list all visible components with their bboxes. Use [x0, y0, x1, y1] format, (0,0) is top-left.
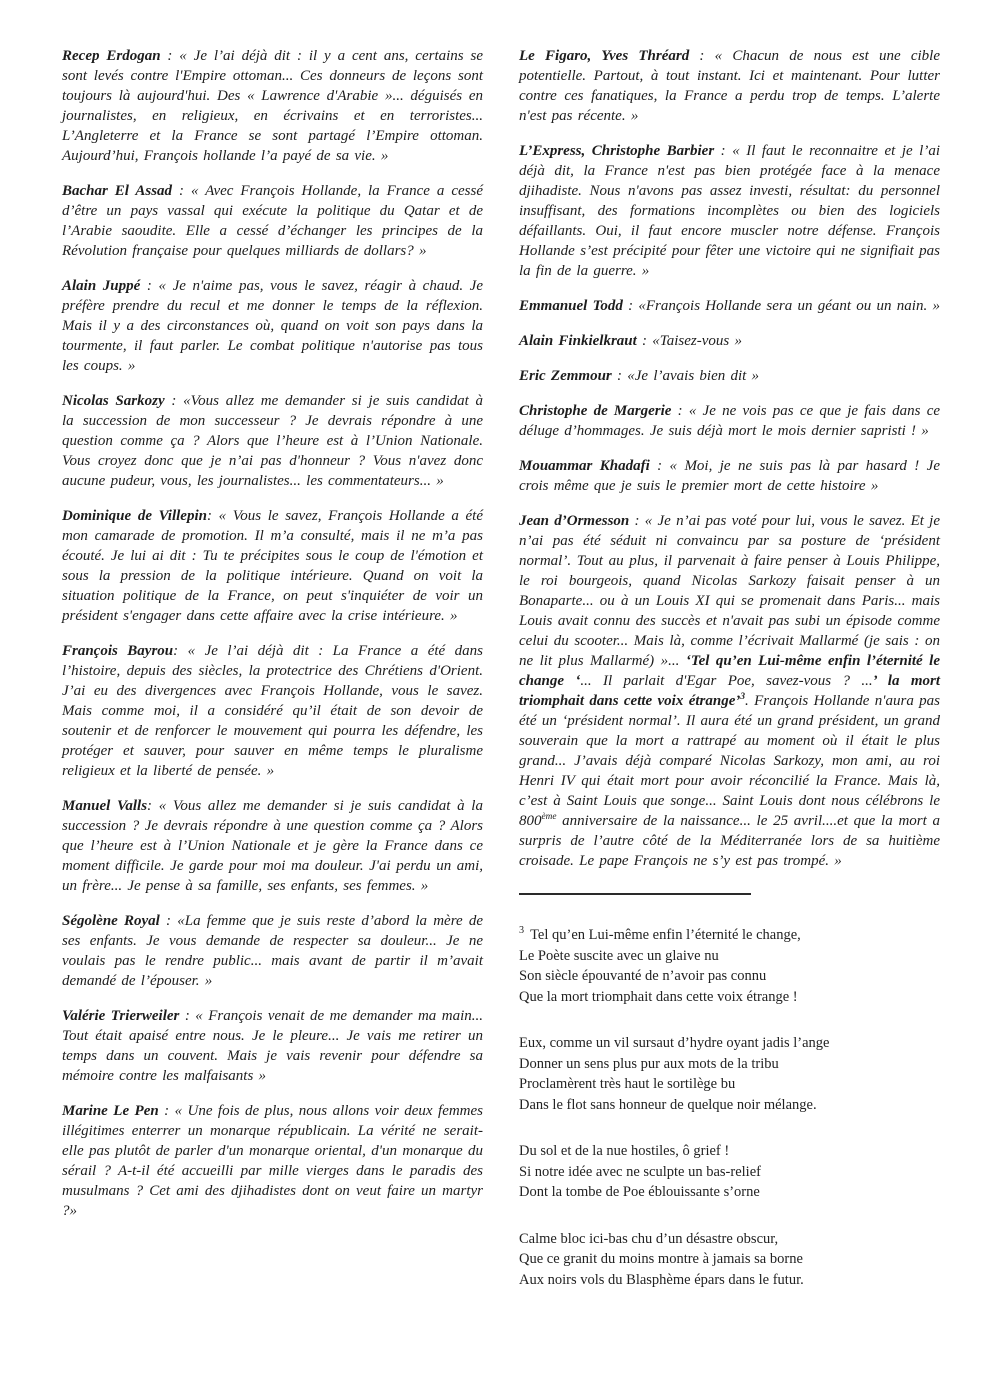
- quote-paragraph: [519, 511, 940, 871]
- speaker-name: Recep Erdogan: [62, 48, 161, 64]
- footnote-separator: [519, 893, 751, 895]
- quote-paragraph: [519, 331, 940, 351]
- quote-paragraph: [519, 401, 940, 441]
- quote-text: ème: [541, 812, 557, 822]
- quote-text: : « Je n'aime pas, vous le savez, réagir à chaud. Je préfère prendre du recul et me donner le temps de la réflexion. Mais il y a des circonstances où, quand on voit son pays dans la tourmente, il faut parler. Le combat politique n'autorise pas tous les coups. »: [62, 278, 483, 374]
- quote-text: ‘Tel qu’en Lui-même enfin l’éternité le change ‘: [519, 653, 940, 689]
- quote-text: : « Il faut le reconnaitre et je l’ai déjà dit, la France n'est pas bien protégée face à la menace djihadiste. Nous n'avons pas assez investi, résultat: du personnel insuffisant, des formations incomplètes ou bien des logiciels défaillants. Oui, il faut encore muscler notre défense. François Hollande s’est précipité pour fêter une victoire qui ne signifiait pas la fin de la guerre. »: [519, 143, 940, 279]
- footnote-poem: [519, 925, 940, 1290]
- quote-text: : « Une fois de plus, nous allons voir deux femmes illégitimes enterrer un monarque républicain. La vérité ne serait-elle pas plutôt de parler d'un monarque oriental, d'un monarque du sérail ? A-t-il été accueilli par mille vierges dans le paradis des musulmans ? Cet ami des djihadistes dont on veut faire un martyr ?»: [62, 1103, 484, 1219]
- speaker-name: Alain Juppé: [62, 278, 141, 294]
- quote-text: : «Vous allez me demander si je suis candidat à la succession de mon successeur ? Je devrais répondre à une question comme ça ? Alors que l’heure est à l’Union Nationale. Vous croyez donc que je n’ai pas d'honneur ? Vous n'avez donc aucune pudeur, vous, les journalistes... les commentateurs... »: [62, 393, 483, 489]
- quote-text: : « Je l’ai déjà dit : il y a cent ans, certains se sont levés contre l'Empire ottoman... Ces donneurs de leçons sont toujours là aujourd'hui. Des « Lawrence d'Arabie »... déguisés en journalistes, en religieux, en écrivains et en terroristes... L’Angleterre et la France se sont partagé l’Empire ottoman. Aujourd’hui, François hollande l’a payé de sa vie. »: [62, 48, 483, 164]
- poem-line: Dans le flot sans honneur de quelque noir mélange.: [519, 1096, 817, 1113]
- quote-paragraph: [519, 456, 940, 496]
- speaker-name: Emmanuel Todd: [519, 298, 623, 314]
- speaker-name: Valérie Trierweiler: [62, 1008, 180, 1024]
- quote-text: : « Je l’ai déjà dit : La France a été dans l’histoire, depuis des siècles, la protectrice des Chrétiens d'Orient. J’ai eu des divergences avec François Hollande, vous le savez. Mais comme moi, il a considéré qu’il était de son devoir de soutenir et de renforcer le mouvement qui pourra les défendre, les protéger et sauver, pour sauver en même temps le pluralisme religieux et la liberté de pensée. »: [62, 643, 483, 779]
- poem-line: Dont la tombe de Poe éblouissante s’orne: [519, 1184, 760, 1200]
- quote-paragraph: [62, 46, 483, 166]
- quote-text: 3: [740, 692, 746, 702]
- column-left: [62, 46, 483, 1316]
- quote-text: : « Je ne vois pas ce que je fais dans ce déluge d’hommages. Je suis déjà mort le mois dernier sapristi ! »: [519, 403, 941, 439]
- quote-paragraph: [62, 641, 483, 781]
- speaker-name: François Bayrou: [62, 643, 174, 659]
- poem-stanza: [519, 1141, 940, 1203]
- speaker-name: Eric Zemmour: [519, 368, 612, 384]
- two-column-layout: [62, 46, 940, 1316]
- quote-text: : «Je l’avais bien dit »: [611, 368, 760, 384]
- quote-text: : «Taisez-vous »: [636, 333, 742, 349]
- quote-text: : « François venait de me demander ma main... Tout était apaisé entre nous. Je le pleure... Je vais me retirer un temps dans un couvent. Mais je vais revenir pour défendre sa mémoire contre les malfaisants »: [62, 1008, 483, 1084]
- quote-text: 800: [519, 813, 542, 829]
- speaker-name: Alain Finkielkraut: [519, 333, 637, 349]
- quote-paragraph: [519, 366, 940, 386]
- poem-line: Le Poète suscite avec un glaive nu: [519, 947, 719, 964]
- speaker-name: Jean d’Ormesson: [519, 513, 630, 529]
- quote-paragraph: [62, 796, 483, 896]
- poem-line: Si notre idée avec ne sculpte un bas-relief: [519, 1163, 761, 1180]
- quote-text: : «La femme que je suis reste d’abord la mère de ses enfants. Je vous demande de respecter sa douleur... Je ne voulais pas le rendre public... mais avant de partir il m’avait demandé de l’épouser. »: [62, 913, 483, 989]
- quote-paragraph: [519, 141, 940, 281]
- quote-text: ’ la mort triomphait dans cette voix étrange’: [519, 673, 940, 709]
- poem-line: Donner un sens plus pur aux mots de la tribu: [519, 1055, 779, 1072]
- quote-text: : «François Hollande sera un géant ou un nain. »: [622, 298, 940, 314]
- speaker-name: Mouammar Khadafi: [519, 458, 650, 474]
- quote-text: : « Vous le savez, François Hollande a été mon camarade de promotion. Il m’a consulté, mais il ne m’a pas écouté. Je lui ai dit : Tu te précipites sous le coup de l'émotion et sous la pression de la politique intérieure. Quand on voit la situation politique de la France, on peut s'inquiéter de voir un président s'engager dans cette affaire avec la crise intérieure. »: [62, 508, 484, 624]
- speaker-name: Le Figaro, Yves Thréard: [519, 48, 690, 64]
- poem-line: Eux, comme un vil sursaut d’hydre oyant jadis l’ange: [519, 1035, 830, 1051]
- quote-paragraph: [62, 1006, 483, 1086]
- quote-paragraph: [62, 506, 483, 626]
- quote-paragraph: [62, 276, 483, 376]
- quote-text: : « Je n’ai pas voté pour lui, vous le savez. Et je n’ai pas été séduit ni convaincu par sa posture de ‘président normal’. Tout au plus, il parvenait à faire penser à Louis Philippe, le roi bourgeois, quand Nicolas Sarkozy faisait penser à un Bonaparte... ou à un Louis XI qui se promenait dans Paris... mais Louis avait connu des succès et n'avait pas subi un épisode comme celui du scooter... Mais là, comme l’écrivait Mallarmé (je sais : on ne lit plus Mallarmé) »...: [519, 513, 940, 669]
- poem-line: Du sol et de la nue hostiles, ô grief !: [519, 1143, 730, 1159]
- quote-paragraph: [62, 181, 483, 261]
- quote-paragraph: [62, 1101, 483, 1221]
- quote-paragraph: [519, 46, 940, 126]
- poem-line: Que ce granit du moins montre à jamais sa borne: [519, 1251, 803, 1267]
- speaker-name: L’Express, Christophe Barbier: [519, 143, 715, 159]
- speaker-name: Manuel Valls: [62, 798, 148, 814]
- quote-text: : « Moi, je ne suis pas là par hasard ! Je crois même que je suis le premier mort de cette histoire »: [519, 458, 940, 494]
- speaker-name: Ségolène Royal: [62, 913, 160, 929]
- quote-paragraph: [519, 296, 940, 316]
- speaker-name: Nicolas Sarkozy: [62, 393, 165, 409]
- column-right: [519, 46, 940, 1316]
- quote-paragraph: [62, 391, 483, 491]
- quote-text: : « Vous allez me demander si je suis candidat à la succession ? Je devrais répondre à une question comme ça ? Alors que l’heure est à l’Union Nationale et je gère la France dans ce moment difficile. Je garde pour moi ma douleur. J'ai perdu un ami, un frère... Je pense à sa famille, ses enfants, ses femmes. »: [62, 798, 483, 894]
- speaker-name: Christophe de Margerie: [519, 403, 672, 419]
- speaker-name: Marine Le Pen: [62, 1103, 159, 1119]
- poem-line: Son siècle épouvanté de n’avoir pas connu: [519, 968, 767, 984]
- quotes-right: [519, 46, 940, 871]
- quote-text: . François Hollande n'aura pas été un ‘président normal’. Il aura été un grand président, un grand souverain que la mort a rattrapé au moment où il était le plus grand... J’avais déjà comparé Nicolas Sarkozy, mon ami, au roi Henri IV qui était mort pour avoir réconcilié la France. Mais là, c’est à Saint Louis que songe... Saint Louis dont nous célébrons le: [519, 693, 940, 809]
- speaker-name: Dominique de Villepin: [62, 508, 207, 524]
- quote-text: : « Chacun de nous est une cible potentielle. Partout, à tout instant. Ici et maintenant. Pour lutter contre ces fanatiques, la France a perdu trop de temps. L’alerte n'est pas récente. »: [519, 48, 941, 124]
- quote-paragraph: [62, 911, 483, 991]
- speaker-name: Bachar El Assad: [62, 183, 173, 199]
- quote-text: : « Avec François Hollande, la France a cessé d’être un pays vassal qui exécute la politique du Qatar et de l’Arabie saoudite. Elle a cessé d’échanger les principes de la Révolution française pour quelques milliards de dollars? »: [62, 183, 484, 259]
- footnote-marker: 3: [519, 925, 525, 937]
- poem-line: Calme bloc ici-bas chu d’un désastre obscur,: [519, 1230, 779, 1247]
- poem-stanza: [519, 925, 940, 1007]
- poem-stanza: [519, 1033, 940, 1115]
- poem-line: Que la mort triomphait dans cette voix étrange !: [519, 988, 798, 1005]
- poem-line: Aux noirs vols du Blasphème épars dans le futur.: [519, 1271, 804, 1288]
- poem-stanza: [519, 1229, 940, 1291]
- poem-line: Proclamèrent très haut le sortilège bu: [519, 1076, 736, 1092]
- quote-text: anniversaire de la naissance... le 25 avril....et que la mort a surpris de l’autre côté de la Méditerranée lors de sa huitième croisade. Le pape François ne s’y est pas trompé. »: [519, 813, 940, 869]
- quote-text: ... Il parlait d'Egar Poe, savez-vous ? ...: [580, 673, 873, 689]
- poem-line: $^3$ Tel qu’en Lui-même enfin l’éternité le change,: [519, 925, 801, 943]
